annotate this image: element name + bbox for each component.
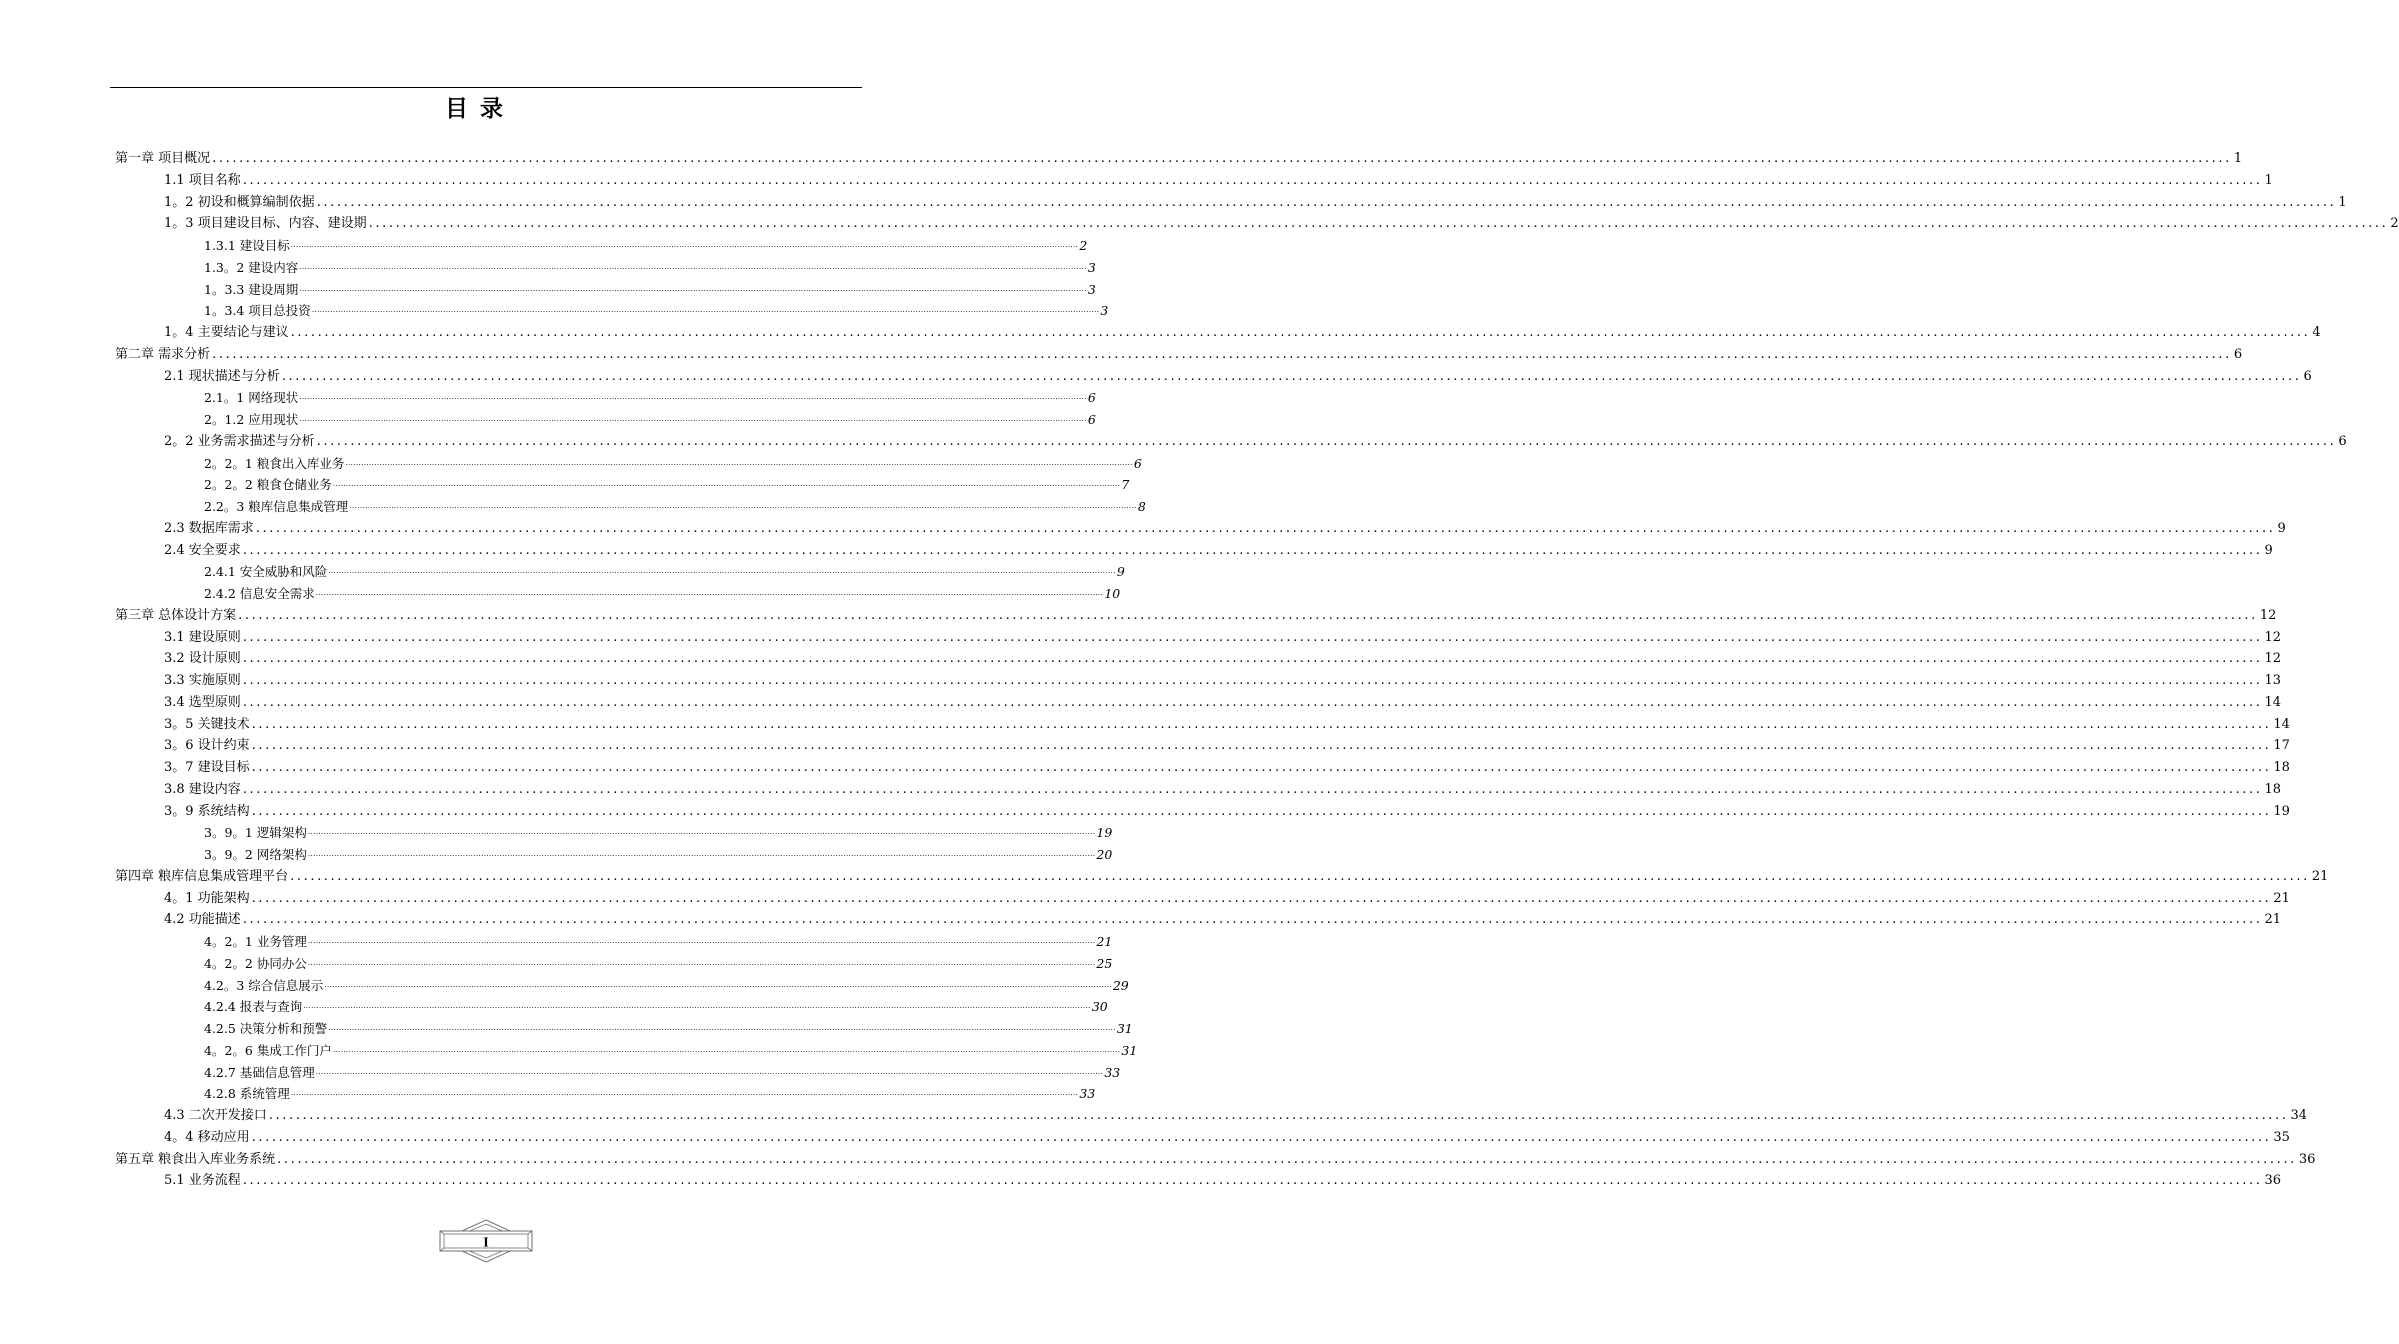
toc-dot-leader: ............................................................................................................................................................................................................................................................................................................ xyxy=(316,433,2337,449)
toc-entry[interactable] xyxy=(204,1060,1121,1081)
toc-dot-leader: ............................................................................................................................................................................................................................................................................................................ xyxy=(328,567,1116,576)
toc-entry[interactable] xyxy=(115,342,2243,363)
toc-entry-label: 第二章 需求分析 xyxy=(115,346,211,362)
toc-dot-leader: ............................................................................................................................................................................................................................................................................................................ xyxy=(242,781,2263,797)
toc-entry[interactable] xyxy=(164,1103,2308,1124)
toc-dot-leader: ............................................................................................................................................................................................................................................................................................................ xyxy=(307,850,1096,858)
toc-entry[interactable] xyxy=(164,733,2290,754)
toc-dot-leader: ............................................................................................................................................................................................................................................................................................................ xyxy=(242,694,2263,710)
toc-dot-leader: ............................................................................................................................................................................................................................................................................................................ xyxy=(299,262,1087,271)
toc-dot-leader: ............................................................................................................................................................................................................................................................................................................ xyxy=(251,1129,2272,1145)
toc-entry-page: 6 xyxy=(1087,412,1096,427)
toc-dot-leader: ............................................................................................................................................................................................................................................................................................................ xyxy=(251,760,2272,775)
toc-entry[interactable] xyxy=(164,320,2321,341)
toc-entry[interactable] xyxy=(164,429,2347,450)
toc-entry[interactable] xyxy=(164,690,2282,711)
toc-entry-page: 1 xyxy=(2233,151,2243,166)
toc-dot-leader: ............................................................................................................................................................................................................................................................................................................ xyxy=(316,194,2337,210)
toc-entry-page: 9 xyxy=(2264,542,2273,558)
toc-entry-page: 1 xyxy=(2338,194,2347,210)
toc-entry-page: 12 xyxy=(2264,651,2282,667)
toc-entry[interactable] xyxy=(164,364,2312,385)
toc-entry-label: 2。2。1 粮食出入库业务 xyxy=(204,455,345,471)
toc-entry[interactable] xyxy=(164,646,2282,667)
toc-dot-leader: ............................................................................................................................................................................................................................................................................................................ xyxy=(268,1108,2289,1123)
toc-entry-label: 1。3.4 项目总投资 xyxy=(204,303,311,319)
toc-entry[interactable] xyxy=(204,973,1129,994)
toc-dot-leader: ............................................................................................................................................................................................................................................................................................................ xyxy=(299,415,1087,423)
toc-dot-leader: ............................................................................................................................................................................................................................................................................................................ xyxy=(290,868,2310,884)
toc-entry[interactable] xyxy=(204,1081,1096,1102)
toc-entry-label: 3。6 设计约束 xyxy=(164,738,250,754)
toc-entry-label: 3.1 建设原则 xyxy=(164,629,241,645)
toc-entry-page: 6 xyxy=(1087,390,1096,406)
toc-dot-leader: ............................................................................................................................................................................................................................................................................................................ xyxy=(349,502,1137,510)
toc-entry-page: 31 xyxy=(1121,1042,1138,1058)
toc-entry-label: 3.8 建设内容 xyxy=(164,781,241,797)
toc-entry[interactable] xyxy=(204,842,1113,863)
toc-entry-label: 3。5 关键技术 xyxy=(164,716,250,732)
toc-dot-leader: ............................................................................................................................................................................................................................................................................................................ xyxy=(242,1173,2263,1189)
toc-entry-page: 19 xyxy=(1096,825,1113,841)
toc-dot-leader: ............................................................................................................................................................................................................................................................................................................ xyxy=(290,241,1079,249)
toc-dot-leader: ............................................................................................................................................................................................................................................................................................................ xyxy=(242,912,2263,928)
toc-dot-leader: ............................................................................................................................................................................................................................................................................................................ xyxy=(328,1024,1116,1032)
toc-entry-page: 3 xyxy=(1087,281,1096,297)
toc-entry-label: 1.1 项目名称 xyxy=(164,172,241,188)
toc-dot-leader: ............................................................................................................................................................................................................................................................................................................ xyxy=(242,542,2263,558)
toc-dot-leader: ............................................................................................................................................................................................................................................................................................................ xyxy=(299,393,1087,402)
toc-entry[interactable] xyxy=(164,886,2290,907)
toc-entry[interactable] xyxy=(204,298,1109,319)
toc-entry[interactable] xyxy=(204,1016,1133,1037)
toc-entry-page: 6 xyxy=(1133,455,1142,471)
toc-entry-label: 1。3.3 建设周期 xyxy=(204,281,299,297)
toc-entry-page: 8 xyxy=(1137,499,1146,514)
toc-entry[interactable] xyxy=(164,538,2273,559)
toc-dot-leader: ............................................................................................................................................................................................................................................................................................................ xyxy=(368,216,2389,232)
toc-entry-label: 2.2。3 粮库信息集成管理 xyxy=(204,499,349,514)
toc-dot-leader: ............................................................................................................................................................................................................................................................................................................ xyxy=(242,651,2263,667)
toc-entry-label: 3。9。2 网络架构 xyxy=(204,847,307,862)
toc-dot-leader: ............................................................................................................................................................................................................................................................................................................ xyxy=(251,890,2272,906)
toc-dot-leader: ............................................................................................................................................................................................................................................................................................................ xyxy=(277,1151,2297,1167)
toc-dot-leader: ............................................................................................................................................................................................................................................................................................................ xyxy=(238,607,2258,623)
toc-entry-page: 25 xyxy=(1096,955,1113,971)
toc-dot-leader: ............................................................................................................................................................................................................................................................................................................ xyxy=(212,346,2232,362)
toc-entry-page: 12 xyxy=(2259,607,2277,623)
toc-entry[interactable] xyxy=(164,755,2290,776)
toc-dot-leader: ............................................................................................................................................................................................................................................................................................................ xyxy=(307,828,1096,837)
toc-entry-label: 4.2.4 报表与查询 xyxy=(204,999,303,1015)
toc-entry[interactable] xyxy=(204,559,1125,580)
toc-entry[interactable] xyxy=(204,233,1088,254)
toc-entry-label: 第三章 总体设计方案 xyxy=(115,607,237,623)
toc-dot-leader: ............................................................................................................................................................................................................................................................................................................ xyxy=(251,716,2272,732)
toc-entry-label: 第五章 粮食出入库业务系统 xyxy=(115,1151,276,1167)
toc-entry-label: 2.4 安全要求 xyxy=(164,542,241,558)
toc-entry-label: 4。2。6 集成工作门户 xyxy=(204,1042,332,1058)
toc-entry[interactable] xyxy=(164,625,2282,646)
toc-dot-leader: ............................................................................................................................................................................................................................................................................................................ xyxy=(332,480,1121,489)
toc-entry-page: 33 xyxy=(1104,1064,1121,1080)
toc-entry-page: 2 xyxy=(1079,238,1088,253)
toc-entry-page: 29 xyxy=(1112,977,1129,993)
toc-dot-leader: ............................................................................................................................................................................................................................................................................................................ xyxy=(212,151,2232,166)
toc-dot-leader: ............................................................................................................................................................................................................................................................................................................ xyxy=(303,1002,1091,1011)
toc-entry-label: 4.3 二次开发接口 xyxy=(164,1108,267,1123)
toc-entry-label: 1.3。2 建设内容 xyxy=(204,259,299,275)
page-number: I xyxy=(483,1235,489,1251)
toc-entry-label: 第四章 粮库信息集成管理平台 xyxy=(115,868,289,884)
toc-entry[interactable] xyxy=(115,603,2277,624)
header-rule xyxy=(110,87,862,88)
page-number-ornament xyxy=(438,1218,534,1264)
toc-entry[interactable] xyxy=(164,1168,2282,1189)
toc-entry[interactable] xyxy=(204,581,1121,602)
toc-entry-page: 6 xyxy=(2233,346,2243,362)
toc-dot-leader: ............................................................................................................................................................................................................................................................................................................ xyxy=(251,803,2272,819)
toc-entry-label: 1。2 初设和概算编制依据 xyxy=(164,194,315,210)
toc-entry-label: 1。3 项目建设目标、内容、建设期 xyxy=(164,216,367,232)
toc-entry[interactable] xyxy=(204,994,1108,1015)
toc-dot-leader: ............................................................................................................................................................................................................................................................................................................ xyxy=(299,284,1087,293)
toc-entry-page: 21 xyxy=(1096,934,1113,949)
toc-entry-page: 21 xyxy=(2311,868,2329,884)
toc-entry-label: 2.3 数据库需求 xyxy=(164,520,254,536)
toc-entry-label: 4.2.8 系统管理 xyxy=(204,1086,290,1102)
toc-entry-label: 2。1.2 应用现状 xyxy=(204,412,299,427)
toc-entry-label: 4.2。3 综合信息展示 xyxy=(204,977,324,993)
toc-dot-leader: ............................................................................................................................................................................................................................................................................................................ xyxy=(242,172,2263,188)
toc-dot-leader: ............................................................................................................................................................................................................................................................................................................ xyxy=(281,368,2302,384)
toc-entry[interactable] xyxy=(164,1125,2290,1146)
toc-entry[interactable] xyxy=(204,951,1113,972)
toc-entry-label: 4。2。1 业务管理 xyxy=(204,934,307,949)
toc-entry-page: 20 xyxy=(1096,847,1113,862)
toc-entry[interactable] xyxy=(204,494,1146,515)
toc-dot-leader: ............................................................................................................................................................................................................................................................................................................ xyxy=(315,589,1104,597)
toc-entry[interactable] xyxy=(204,277,1096,298)
toc-entry-page: 3 xyxy=(1087,259,1096,275)
toc-dot-leader: ............................................................................................................................................................................................................................................................................................................ xyxy=(332,1045,1121,1054)
toc-entry-label: 4。4 移动应用 xyxy=(164,1129,250,1145)
toc-dot-leader: ............................................................................................................................................................................................................................................................................................................ xyxy=(345,458,1133,467)
toc-entry-page: 6 xyxy=(2303,368,2312,384)
toc-entry[interactable] xyxy=(115,146,2243,167)
toc-entry-label: 4.2.5 决策分析和预警 xyxy=(204,1021,328,1036)
toc-entry[interactable] xyxy=(115,864,2329,885)
toc-entry-label: 3.3 实施原则 xyxy=(164,673,241,688)
toc-entry[interactable] xyxy=(204,472,1130,493)
toc-entry-page: 33 xyxy=(1079,1086,1096,1102)
toc-entry-label: 4.2 功能描述 xyxy=(164,912,241,928)
toc-entry[interactable] xyxy=(204,820,1113,841)
toc-entry[interactable] xyxy=(204,407,1096,428)
toc-entry-page: 10 xyxy=(1104,586,1121,601)
toc-entry[interactable] xyxy=(164,168,2273,189)
toc-entry-page: 2 xyxy=(2390,216,2399,232)
toc-entry-page: 31 xyxy=(1116,1021,1133,1036)
toc-entry[interactable] xyxy=(164,668,2282,689)
toc-entry-label: 4。1 功能架构 xyxy=(164,890,250,906)
toc-entry[interactable] xyxy=(204,1038,1138,1059)
toc-entry-page: 14 xyxy=(2264,694,2282,710)
toc-dot-leader: ............................................................................................................................................................................................................................................................................................................ xyxy=(290,1089,1079,1098)
toc-entry-page: 4 xyxy=(2312,325,2321,340)
toc-entry-label: 4.2.7 基础信息管理 xyxy=(204,1064,315,1080)
toc-entry-label: 3。9。1 逻辑架构 xyxy=(204,825,307,841)
toc-entry-page: 35 xyxy=(2273,1129,2290,1145)
toc-entry[interactable] xyxy=(164,777,2282,798)
toc-entry-page: 36 xyxy=(2298,1151,2316,1167)
toc-entry-label: 3。7 建设目标 xyxy=(164,760,250,775)
toc-entry[interactable] xyxy=(204,255,1096,276)
toc-entry[interactable] xyxy=(204,929,1113,950)
toc-entry[interactable] xyxy=(164,211,2399,232)
toc-entry-page: 6 xyxy=(2338,433,2347,449)
toc-entry-page: 18 xyxy=(2264,781,2282,797)
toc-entry-label: 1。4 主要结论与建议 xyxy=(164,325,289,340)
toc-entry-label: 3.4 选型原则 xyxy=(164,694,241,710)
toc-entry[interactable] xyxy=(204,385,1096,406)
toc-dot-leader: ............................................................................................................................................................................................................................................................................................................ xyxy=(242,629,2263,645)
toc-entry-label: 2。2。2 粮食仓储业务 xyxy=(204,477,332,493)
toc-entry-page: 9 xyxy=(2277,520,2286,536)
toc-dot-leader: ............................................................................................................................................................................................................................................................................................................ xyxy=(290,325,2311,340)
toc-entry[interactable] xyxy=(164,516,2286,537)
toc-entry[interactable] xyxy=(204,451,1142,472)
toc-dot-leader: ............................................................................................................................................................................................................................................................................................................ xyxy=(315,1067,1104,1076)
toc-entry-page: 1 xyxy=(2264,172,2273,188)
toc-dot-leader: ............................................................................................................................................................................................................................................................................................................ xyxy=(255,520,2276,536)
toc-entry-label: 1.3.1 建设目标 xyxy=(204,238,290,253)
toc-entry-page: 30 xyxy=(1091,999,1108,1015)
toc-entry[interactable] xyxy=(164,190,2347,211)
toc-entry[interactable] xyxy=(115,1147,2316,1168)
toc-entry-label: 4。2。2 协同办公 xyxy=(204,955,307,971)
toc-entry-page: 12 xyxy=(2264,629,2282,645)
toc-entry-page: 17 xyxy=(2273,738,2290,754)
toc-dot-leader: ............................................................................................................................................................................................................................................................................................................ xyxy=(307,937,1096,945)
toc-entry-page: 34 xyxy=(2290,1108,2308,1123)
toc-entry-page: 36 xyxy=(2264,1173,2282,1189)
toc-entry-label: 2.1。1 网络现状 xyxy=(204,390,299,406)
toc-title: 目 录 xyxy=(444,95,505,122)
toc-entry-page: 13 xyxy=(2264,673,2282,688)
toc-entry-label: 2.4.2 信息安全需求 xyxy=(204,586,315,601)
toc-entry-label: 2.1 现状描述与分析 xyxy=(164,368,280,384)
toc-dot-leader: ............................................................................................................................................................................................................................................................................................................ xyxy=(242,673,2263,688)
toc-entry-label: 5.1 业务流程 xyxy=(164,1173,241,1189)
toc-entry-page: 9 xyxy=(1116,564,1125,580)
toc-entry-label: 3.2 设计原则 xyxy=(164,651,241,667)
toc-entry-page: 14 xyxy=(2273,716,2290,732)
toc-entry-page: 19 xyxy=(2273,803,2290,819)
toc-dot-leader: ............................................................................................................................................................................................................................................................................................................ xyxy=(251,738,2272,754)
toc-dot-leader: ............................................................................................................................................................................................................................................................................................................ xyxy=(311,306,1100,315)
toc-entry-page: 7 xyxy=(1121,477,1130,493)
toc-entry-page: 21 xyxy=(2264,912,2282,928)
toc-entry-label: 2.4.1 安全威胁和风险 xyxy=(204,564,328,580)
toc-dot-leader: ............................................................................................................................................................................................................................................................................................................ xyxy=(324,980,1112,989)
toc-dot-leader: ............................................................................................................................................................................................................................................................................................................ xyxy=(307,958,1096,967)
toc-entry-page: 18 xyxy=(2273,760,2290,775)
toc-entry-label: 2。2 业务需求描述与分析 xyxy=(164,433,315,449)
toc-entry-page: 21 xyxy=(2273,890,2290,906)
toc-entry-page: 3 xyxy=(1100,303,1109,319)
toc-entry[interactable] xyxy=(164,799,2290,820)
toc-entry[interactable] xyxy=(164,712,2290,733)
toc-entry[interactable] xyxy=(164,907,2282,928)
toc-entry-label: 3。9 系统结构 xyxy=(164,803,250,819)
toc-entry-label: 第一章 项目概况 xyxy=(115,151,211,166)
